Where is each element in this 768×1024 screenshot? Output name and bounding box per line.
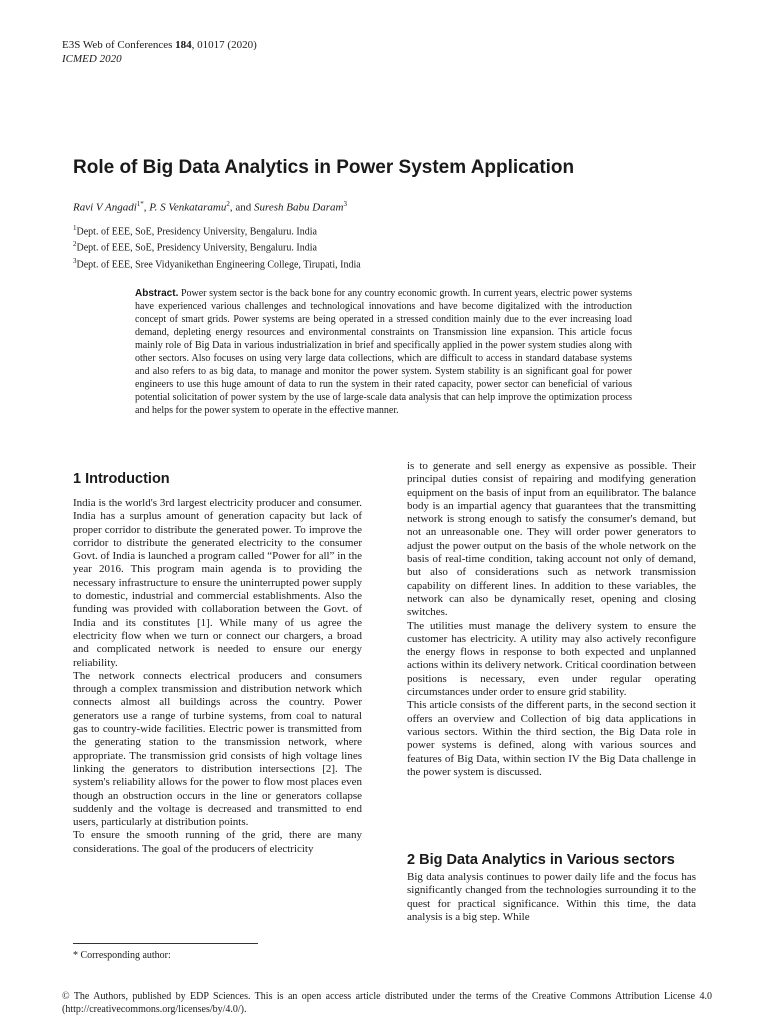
paragraph: To ensure the smooth running of the grid, there are many considerations. The goal of the producers of electricity	[73, 829, 362, 855]
author-name: Suresh Babu Daram	[254, 201, 344, 214]
paragraph: This article consists of the different parts, in the second section it offers an overview and Collection of big data applications in various sectors. Within the third section, the Big Data role in power systems is defined, along with various sources and features of Big Data, within section IV the Big Data challenge in the power system is discussed.	[407, 699, 696, 778]
corresponding-author-footnote: * Corresponding author:	[73, 950, 171, 961]
affiliation: $^1$Dept. of EEE, SoE, Presidency University, Bengaluru. India	[73, 224, 317, 238]
abstract-label: Abstract.	[135, 288, 179, 299]
author-sup: 1*	[136, 200, 144, 208]
paragraph: The network connects electrical producers and consumers through a complex transmission and distribution network which connects almost all buildings across the country. Power generators use a range of turbine systems, from coal to natural gas to country-wide facilities. Electric power is transmitted from the generating station to the transmission network, where appropriate. The transmission grid consists of high voltage lines linking the generators to distribution intersections [2]. The system's reliability allows for the power to flow most places even though an obstruction occurs in the line or generators collapse suddenly and the voltage is decreased and transmitted to end users, particularly at distribution points.	[73, 669, 362, 829]
article-number: , 01017 (2020)	[191, 39, 257, 51]
paragraph: is to generate and sell energy as expensive as possible. Their principal duties consist of repairing and modifying generation equipment on the basis of input from an equilibrator. The balance body is an impartial agency that guarantees that the transmitting network is strong enough to satisfy the consumer's demand, but not an unreasonable one. They will order power generators to adjust the power output on the basis of the whole network on the basis of real-time condition, taking account not only of demand, but also of considerations such as network transmission capability on different lines. In addition to these variables, the network can also be dynamically reset, opening and closing switches.	[407, 460, 696, 619]
left-column	[73, 497, 362, 856]
author-name: Ravi V Angadi	[73, 201, 137, 214]
paragraph: The utilities must manage the delivery system to ensure the customer has electricity. A utility may also actively reconfigure the energy flows in response to both expected and unplanned actions within its delivery network. Critical coordination between positions is necessary, even under regular operating circumstances under order to ensure grid stability.	[407, 619, 696, 699]
affiliation: $^2$Dept. of EEE, SoE, Presidency University, Bengaluru. India	[73, 240, 317, 254]
copyright-notice: © The Authors, published by EDP Sciences. This is an open access article distributed under the terms of the Creative Commons Attribution License 4.0 (http://creativecommons.org/licenses/by/4.0/).	[62, 991, 712, 1015]
journal-volume: 184	[175, 39, 192, 51]
section-heading-introduction: 1 Introduction	[73, 471, 170, 487]
right-column-section2	[407, 871, 696, 924]
abstract-text: Power system sector is the back bone for any country economic growth. In current years, electric power systems have experienced various challenges and technological innovations and have become digitalized with the introduction concept of smart grids. Power systems are being operated in a stressed condition mainly due to the ever increasing load demand, depleting energy resources and environmental constraints on Transmission line expansion. This article focus mainly role of Big Data in various industrialization in brief and specifically applied in the power system studies along with other sectors. Also focuses on using very large data collections, which are difficult to access in standard database systems and also refers to as big data, to manage and monitor the power system. System stability is an significant goal for power engineers to use this huge amount of data to run the system in their rated capacity, power sector can beneficial of various potential solicitation of power system by the use of large-scale data analysis that can help improve the optimization process and helps for the power system to operate in the effective manner.	[135, 288, 632, 416]
conference-venue: ICMED 2020	[62, 53, 122, 65]
paragraph: Big data analysis continues to power daily life and the focus has significantly changed from the technologies surrounding it to the quest for practical significance. Within this time, the data analysis is a big step. While	[407, 871, 696, 923]
author-name: P. S Venkataramu	[149, 201, 227, 214]
paper-title: Role of Big Data Analytics in Power System Application	[73, 157, 575, 178]
running-header-left	[62, 38, 257, 66]
paragraph: India is the world's 3rd largest electricity producer and consumer. India has a surplus amount of generation capacity but lack of proper corridor to distribute the generated power. To improve the corridor to distribute the generated electricity to the consumer Govt. of India is launched a program called “Power for all” in the year 2016. This program main agenda is to providing the necessary infrastructure to ensure the uninterrupted power supply to domestic, industrial and commercial establishments. Also the funding was provided with collaboration between the Govt. of India and its constitutes [1]. While many of us agree the electricity flow when we turn or connect our chargers, a broad and complicated network is needed to ensure our energy reliability.	[73, 497, 362, 669]
journal-citation	[62, 38, 257, 52]
author-list: Ravi V Angadi$^{1*}$, P. S Venkataramu$^2$, and Suresh Babu Daram$^3$	[73, 200, 347, 214]
right-column	[407, 460, 696, 779]
author-sup: 2	[226, 200, 230, 208]
section-heading-big-data: 2 Big Data Analytics in Various sectors	[407, 852, 675, 868]
journal-name: E3S Web of Conferences	[62, 39, 173, 51]
footnote-divider	[73, 943, 258, 944]
abstract	[135, 287, 632, 417]
affiliation-list	[73, 222, 361, 271]
author-conjunction: and	[235, 201, 252, 214]
affiliation: $^3$Dept. of EEE, Sree Vidyanikethan Engineering College, Tirupati, India	[73, 256, 361, 270]
author-sup: 3	[343, 200, 347, 208]
